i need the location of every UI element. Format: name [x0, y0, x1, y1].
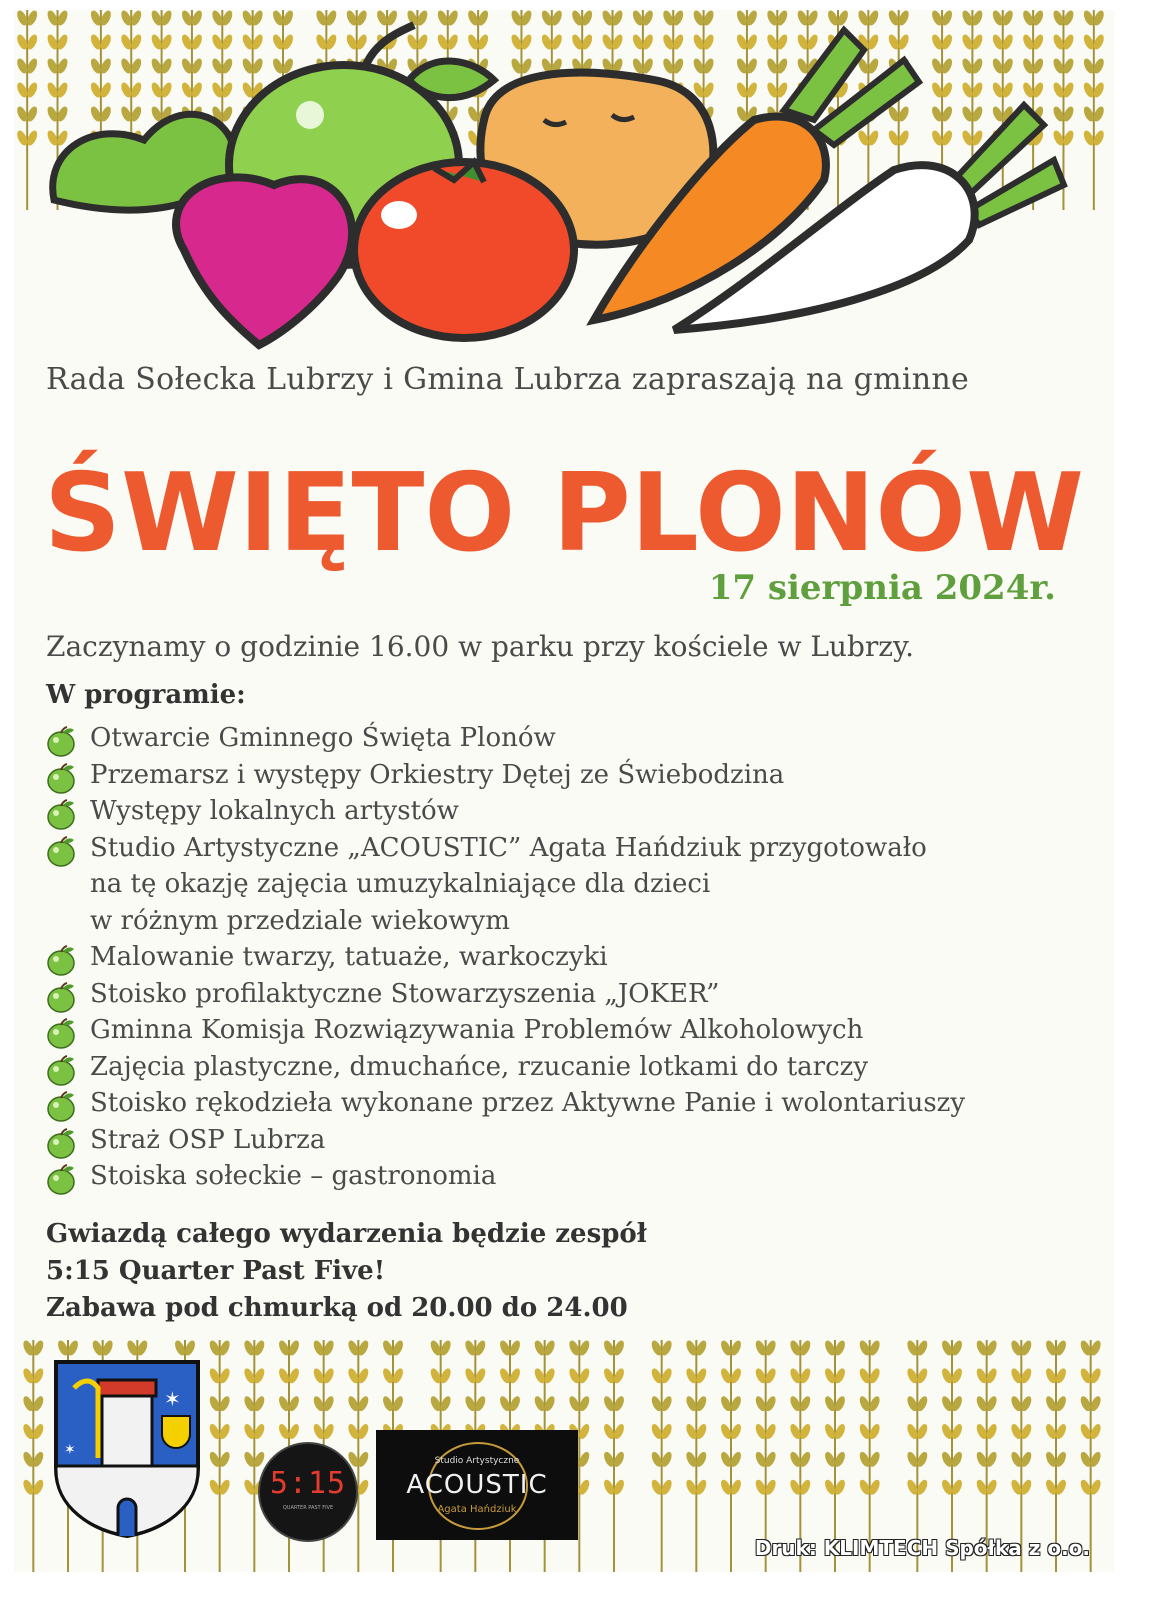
- program-item: [42, 939, 1102, 976]
- program-item: [42, 793, 1102, 830]
- wheat-stalk: [21, 1339, 45, 1572]
- headliner-info: [46, 1216, 647, 1327]
- apple-icon: [44, 834, 78, 868]
- apple-icon: [44, 980, 78, 1014]
- wheat-stalk: [1082, 10, 1106, 210]
- program-item: [42, 976, 1102, 1013]
- program-item-text: Występy lokalnych artystów: [90, 796, 459, 826]
- studio-line: Studio Artystyczne: [434, 1456, 520, 1466]
- wheat-stalk: [719, 1339, 743, 1572]
- studio-acoustic-logo: [376, 1430, 578, 1540]
- wheat-stalk: [346, 1339, 370, 1572]
- program-item: [42, 1049, 1102, 1086]
- program-item: [42, 757, 1102, 794]
- start-info: Zaczynamy o godzinie 16.00 w parku przy kościele w Lubrzy.: [46, 630, 915, 663]
- event-date: 17 sierpnia 2024r.: [708, 568, 1056, 608]
- intro-text: Rada Sołecka Lubrzy i Gmina Lubrza zapraszają na gminne: [46, 362, 970, 397]
- studio-owner: Agata Hańdziuk: [437, 1504, 517, 1515]
- wheat-stalk: [208, 1339, 232, 1572]
- svg-text:✶: ✶: [64, 1442, 76, 1458]
- studio-name: ACOUSTIC: [406, 1470, 548, 1500]
- apple-icon: [44, 943, 78, 977]
- program-item-text: Zajęcia plastyczne, dmuchańce, rzucanie lotkami do tarczy: [90, 1051, 869, 1082]
- band-logo-text: 5:15: [269, 1466, 347, 1501]
- wheat-stalk: [15, 10, 39, 210]
- apple-icon: [44, 761, 78, 795]
- program-heading: W programie:: [46, 680, 246, 710]
- band-logo-subtext: QUARTER PAST FIVE: [282, 1505, 334, 1511]
- wheat-stalk: [991, 10, 1015, 210]
- headliner-line: 5:15 Quarter Past Five!: [46, 1256, 386, 1286]
- headliner-line: Gwiazdą całego wydarzenia będzie zespół: [46, 1219, 647, 1249]
- program-item-text: Straż OSP Lubrza: [90, 1124, 326, 1155]
- apple-icon: [44, 1162, 78, 1196]
- program-item-text: Gminna Komisja Rozwiązywania Problemów Alkoholowych: [90, 1015, 864, 1045]
- program-item-text: Stoisko profilaktyczne Stowarzyszenia „JOKER”: [90, 978, 720, 1009]
- event-title: [34, 438, 1114, 588]
- wheat-stalk: [684, 1339, 708, 1572]
- apple-icon: [44, 1053, 78, 1087]
- apple-icon: [44, 797, 78, 831]
- apple-icon: [44, 1016, 78, 1050]
- headliner-line: Zabawa pod chmurką od 20.00 do 24.00: [46, 1293, 628, 1323]
- wheat-stalk: [650, 1339, 674, 1572]
- program-item: [42, 830, 1102, 940]
- program-item: [42, 1122, 1102, 1159]
- band-logo: [258, 1442, 358, 1542]
- program-item: [42, 1085, 1102, 1122]
- apple-icon: [44, 1089, 78, 1123]
- apple-icon: [44, 1126, 78, 1160]
- program-item-text: Studio Artystyczne „ACOUSTIC” Agata Hańdziuk przygotowało na tę okazję zajęcia umuzykalniające dla dzieci w różnym przedziale wiekowym: [90, 832, 927, 936]
- program-item-text: Malowanie twarzy, tatuaże, warkoczyki: [90, 942, 608, 972]
- poster: [14, 10, 1114, 1572]
- vegetables-illustration: [14, 10, 1114, 350]
- program-item: [42, 1158, 1102, 1195]
- program-item: [42, 720, 1102, 757]
- wheat-stalk: [602, 1339, 626, 1572]
- coat-of-arms-logo: [52, 1358, 202, 1540]
- program-item: [42, 1012, 1102, 1049]
- program-item-text: Otwarcie Gminnego Święta Plonów: [90, 723, 556, 753]
- program-item-text: Przemarsz i występy Orkiestry Dętej ze Świebodzina: [90, 759, 785, 790]
- svg-text:✶: ✶: [164, 1387, 181, 1411]
- program-list: [42, 720, 1102, 1195]
- svg-text:ŚWIĘTO PLONÓW: ŚWIĘTO PLONÓW: [44, 451, 1096, 576]
- program-item-text: Stoisko rękodzieła wykonane przez Aktywne Panie i wolontariuszy: [90, 1088, 966, 1118]
- printer-credit: Druk: KLIMTECH Spółka z o.o.: [754, 1536, 1090, 1560]
- program-item-text: Stoiska sołeckie – gastronomia: [90, 1161, 497, 1191]
- apple-icon: [44, 724, 78, 758]
- wheat-stalk: [242, 1339, 266, 1572]
